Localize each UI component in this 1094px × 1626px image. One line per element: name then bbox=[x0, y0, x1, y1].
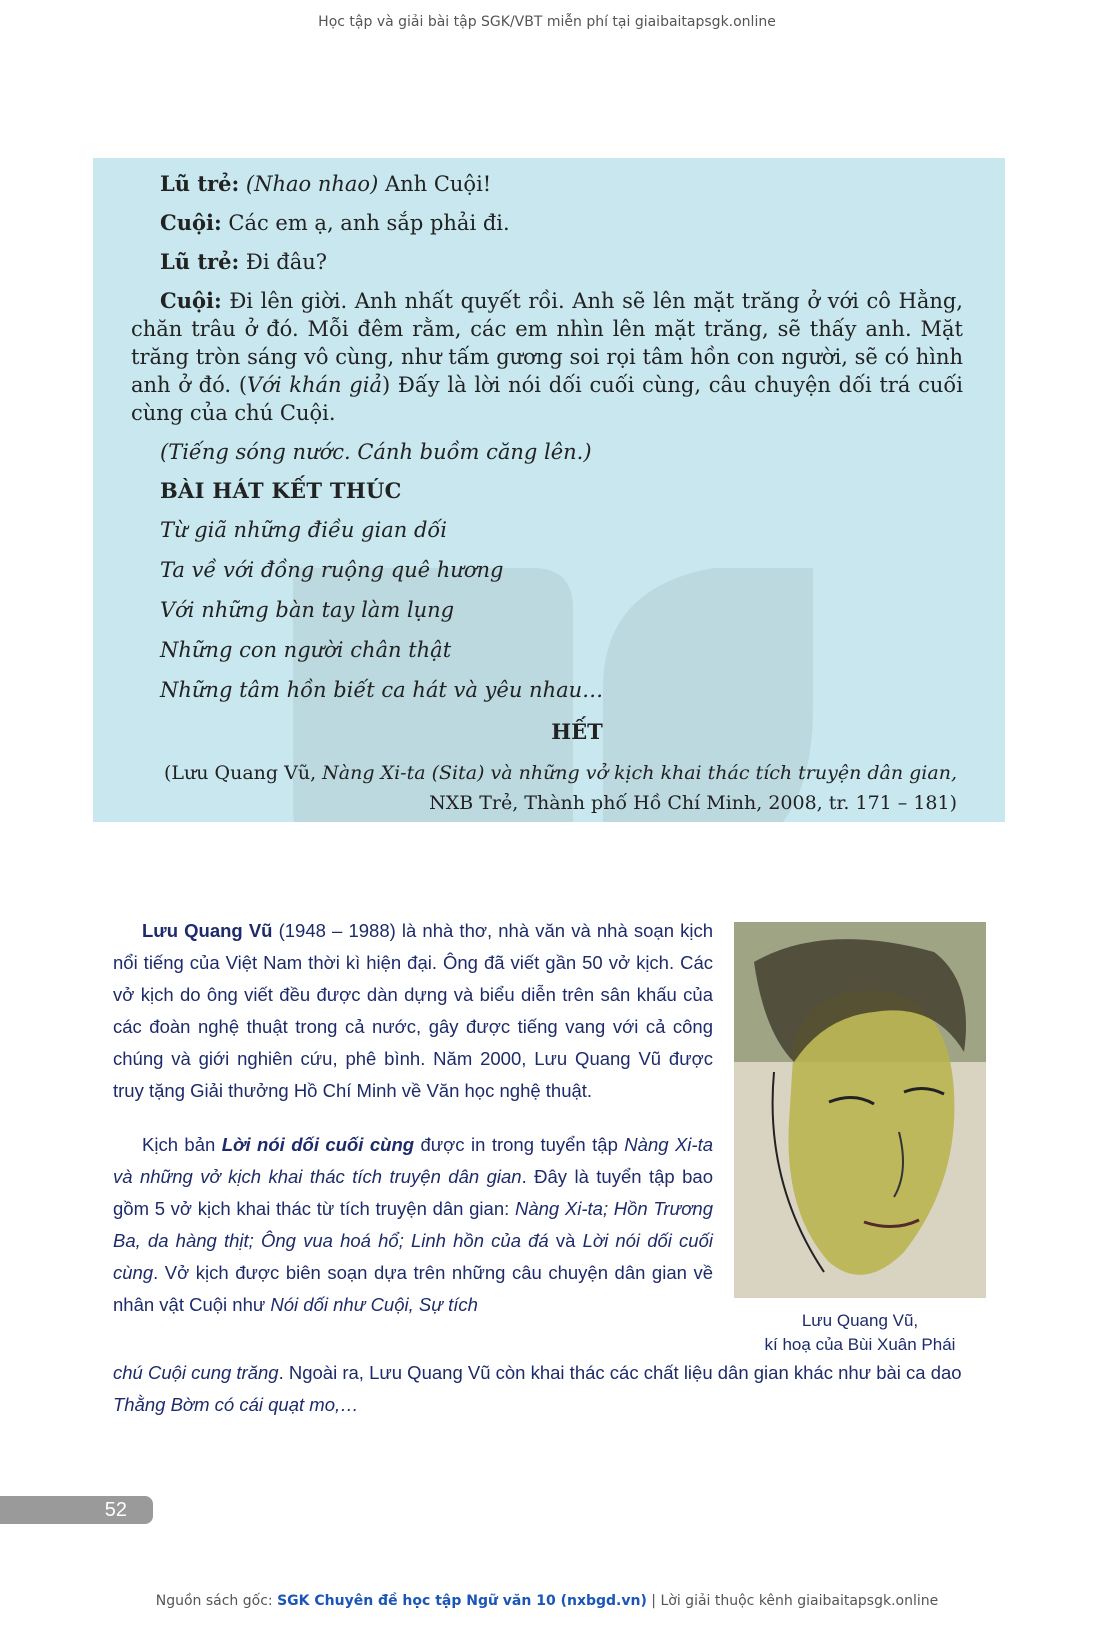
dialogue-line bbox=[131, 248, 963, 276]
stage-note: Với khán giả bbox=[247, 373, 382, 397]
speaker-label: Lũ trẻ: bbox=[160, 171, 240, 196]
end-mark: HẾT bbox=[551, 719, 603, 744]
speaker-label: Cuội: bbox=[160, 210, 222, 235]
collection-title: Nàng Xi-ta và những vở kịch khai thác tích truyện dân gian bbox=[113, 1134, 714, 1187]
site-footer bbox=[0, 1593, 1094, 1609]
author-bio bbox=[113, 915, 713, 1321]
page-number-tab bbox=[0, 1496, 153, 1524]
tale-titles: chú Cuội cung trăng bbox=[113, 1362, 279, 1383]
play-text bbox=[131, 170, 963, 818]
dialogue-text: Anh Cuội! bbox=[378, 172, 492, 196]
work-title: Lời nói dối cuối cùng bbox=[221, 1134, 415, 1155]
source-citation bbox=[131, 758, 963, 818]
bio-paragraph-continued bbox=[113, 1357, 988, 1421]
play-excerpt-box bbox=[93, 158, 1005, 822]
citation-publisher: NXB Trẻ, Thành phố Hồ Chí Minh, 2008, tr. 171 – 181) bbox=[429, 792, 957, 814]
citation-author: (Lưu Quang Vũ, bbox=[163, 762, 323, 784]
song-title: BÀI HÁT KẾT THÚC bbox=[160, 478, 402, 503]
caption-line: Lưu Quang Vũ, bbox=[801, 1311, 919, 1330]
footer-suffix: | Lời giải thuộc kênh giaibaitapsgk.online bbox=[646, 1593, 939, 1609]
dialogue-line bbox=[131, 170, 963, 198]
stage-note: (Nhao nhao) bbox=[245, 172, 379, 196]
citation-book: Nàng Xi-ta (Sita) và những vở kịch khai thác tích truyện dân gian, bbox=[322, 762, 957, 784]
bio-text: . Ngoài ra, Lưu Quang Vũ còn khai thác các chất liệu dân gian khác như bài ca dao bbox=[278, 1362, 962, 1383]
song-line: Những con người chân thật bbox=[160, 638, 452, 662]
portrait-caption bbox=[734, 1309, 986, 1357]
footer-source-link[interactable]: SGK Chuyên đề học tập Ngữ văn 10 (nxbgd.vn) bbox=[277, 1593, 647, 1609]
speaker-label: Cuội: bbox=[160, 288, 222, 313]
bio-text: được in trong tuyển tập bbox=[414, 1134, 625, 1155]
dialogue-text: Các em ạ, anh sắp phải đi. bbox=[221, 211, 510, 235]
dialogue-speech bbox=[131, 287, 963, 427]
play-list: Nàng Xi-ta; Hồn Trương Ba, da hàng thịt; Ông vua hoá hổ; Linh hồn của đá bbox=[113, 1198, 713, 1251]
portrait-illustration bbox=[734, 922, 986, 1298]
speech-text-end: ) Đấy là lời nói dối cuối cùng, câu chuyện dối trá cuối cùng của chú Cuội. bbox=[131, 373, 963, 425]
folk-song-title: Thằng Bờm có cái quạt mo,… bbox=[113, 1394, 359, 1415]
bio-paragraph bbox=[113, 915, 713, 1107]
speaker-label: Lũ trẻ: bbox=[160, 249, 240, 274]
song-line: Từ giã những điều gian dối bbox=[160, 518, 447, 542]
dialogue-line bbox=[131, 209, 963, 237]
song-line: Ta về với đồng ruộng quê hương bbox=[160, 558, 504, 582]
song-line: Với những bàn tay làm lụng bbox=[160, 598, 455, 622]
site-header-note: Học tập và giải bài tập SGK/VBT miễn phí tại giaibaitapsgk.online bbox=[318, 14, 776, 30]
page-number: 52 bbox=[104, 1499, 127, 1521]
bio-text: (1948 – 1988) là nhà thơ, nhà văn và nhà soạn kịch nổi tiếng của Việt Nam thời kì hiện đại. Ông đã viết gần 50 vở kịch. Các vở kịch do ông viết đều được dàn dựng và biểu diễn trên sân khấu của các đoàn nghệ thuật trong cả nước, gây được tiếng vang với cả công chúng và giới nghiên cứu, phê bình. Năm 2000, Lưu Quang Vũ được truy tặng Giải thưởng Hồ Chí Minh về Văn học nghệ thuật. bbox=[113, 920, 714, 1101]
bio-text: . Vở kịch được biên soạn dựa trên những câu chuyện dân gian về nhân vật Cuội như bbox=[113, 1262, 713, 1315]
stage-direction: (Tiếng sóng nước. Cánh buồm căng lên.) bbox=[160, 440, 592, 464]
tale-titles: Nói dối như Cuội, Sự tích bbox=[270, 1294, 478, 1315]
author-name: Lưu Quang Vũ bbox=[142, 920, 273, 941]
dialogue-text: Đi đâu? bbox=[239, 250, 327, 274]
footer-prefix: Nguồn sách gốc: bbox=[155, 1593, 278, 1609]
speech-text: Đi lên giời. Anh nhất quyết rồi. Anh sẽ lên mặt trăng ở với cô Hằng, chăn trâu ở đó. Mỗi đêm rằm, các em nhìn lên mặt trăng, sẽ thấy anh. Mặt trăng tròn sáng vô cùng, như tấm gương soi rọi tâm hồn con người, sẽ có hình anh ở đó. ( bbox=[131, 289, 963, 397]
bio-text: và bbox=[548, 1230, 583, 1251]
author-portrait-sketch bbox=[734, 922, 986, 1298]
bio-text: Kịch bản bbox=[142, 1134, 222, 1155]
song-line: Những tâm hồn biết ca hát và yêu nhau… bbox=[160, 678, 604, 702]
bio-text: . Đây là tuyển tập bao gồm 5 vở kịch khai thác từ tích truyện dân gian: bbox=[113, 1166, 713, 1219]
caption-line: kí hoạ của Bùi Xuân Phái bbox=[764, 1335, 956, 1354]
bio-paragraph bbox=[113, 1129, 713, 1321]
work-title: Lời nói dối cuối cùng bbox=[113, 1230, 713, 1283]
